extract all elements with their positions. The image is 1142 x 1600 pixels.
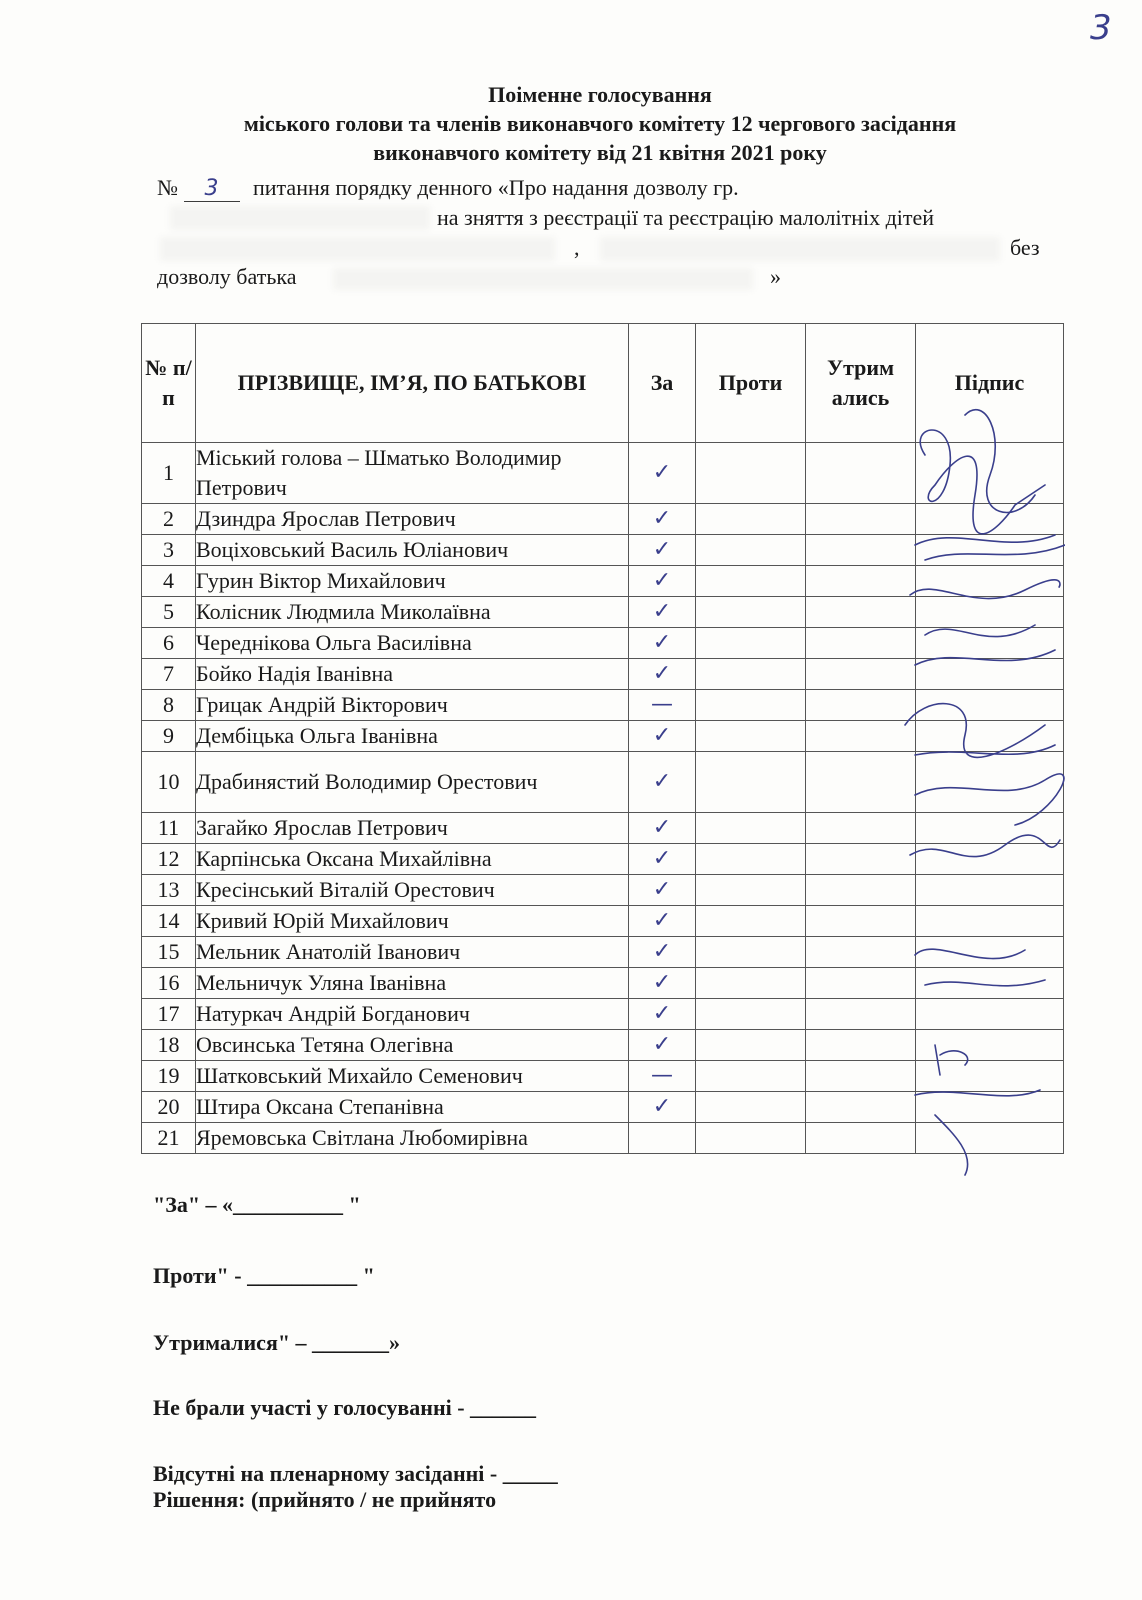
- table-row: [142, 937, 1064, 968]
- vote-against-cell: [696, 813, 806, 844]
- agenda-item-line-4-end: »: [770, 264, 781, 289]
- vote-against-cell: [696, 721, 806, 752]
- signature-cell: [916, 1030, 1064, 1061]
- signature-cell: [916, 875, 1064, 906]
- vote-against-cell: [696, 597, 806, 628]
- row-number: 13: [142, 875, 196, 906]
- item-number-label: №: [157, 175, 178, 200]
- header-number: № п/ п: [142, 324, 196, 443]
- member-name: Бойко Надія Іванівна: [196, 659, 629, 690]
- signature-cell: [916, 1061, 1064, 1092]
- signature-cell: [916, 721, 1064, 752]
- title-line-3: виконавчого комітету від 21 квітня 2021 року: [373, 140, 827, 165]
- vote-for-mark: ✓: [629, 999, 696, 1030]
- vote-for-mark: ✓: [629, 813, 696, 844]
- vote-abstained-cell: [806, 1030, 916, 1061]
- member-name: Воціховський Василь Юліанович: [196, 535, 629, 566]
- summary-not-voting: Не брали участі у голосуванні - ______: [153, 1395, 537, 1420]
- vote-against-cell: [696, 875, 806, 906]
- row-number: 9: [142, 721, 196, 752]
- row-number: 11: [142, 813, 196, 844]
- member-name: Гурин Віктор Михайлович: [196, 566, 629, 597]
- vote-against-cell: [696, 906, 806, 937]
- member-name: Череднікова Ольга Василівна: [196, 628, 629, 659]
- row-number: 10: [142, 752, 196, 813]
- item-text-4: дозволу батька: [157, 264, 297, 289]
- vote-abstained-cell: [806, 690, 916, 721]
- table-row: [142, 628, 1064, 659]
- table-row: [142, 535, 1064, 566]
- vote-for-mark: ✓: [629, 1030, 696, 1061]
- table-row: [142, 1030, 1064, 1061]
- signature-cell: [916, 659, 1064, 690]
- agenda-item-line-3-end: без: [1010, 235, 1040, 260]
- vote-abstained-cell: [806, 875, 916, 906]
- vote-for-mark: ✓: [629, 659, 696, 690]
- row-number: 5: [142, 597, 196, 628]
- vote-for-mark: ✓: [629, 566, 696, 597]
- row-number: 7: [142, 659, 196, 690]
- table-row: [142, 566, 1064, 597]
- vote-against-cell: [696, 1092, 806, 1123]
- row-number: 15: [142, 937, 196, 968]
- row-number: 2: [142, 504, 196, 535]
- title-line-1: Поіменне голосування: [488, 82, 712, 107]
- vote-against-cell: [696, 566, 806, 597]
- row-number: 6: [142, 628, 196, 659]
- summary-for: "За" – «__________ ": [153, 1192, 361, 1217]
- vote-for-mark: ✓: [629, 443, 696, 504]
- vote-against-cell: [696, 999, 806, 1030]
- vote-for-mark: ✓: [629, 628, 696, 659]
- row-number: 1: [142, 443, 196, 504]
- vote-against-cell: [696, 1030, 806, 1061]
- vote-abstained-cell: [806, 504, 916, 535]
- member-name: Овсинська Тетяна Олегівна: [196, 1030, 629, 1061]
- vote-against-cell: [696, 659, 806, 690]
- vote-abstained-cell: [806, 937, 916, 968]
- table-row: [142, 721, 1064, 752]
- table-row: [142, 844, 1064, 875]
- row-number: 17: [142, 999, 196, 1030]
- vote-for-mark: ✓: [629, 875, 696, 906]
- redacted-block: [160, 237, 555, 261]
- signature-cell: [916, 968, 1064, 999]
- redacted-block: [170, 206, 430, 230]
- member-name: Кривий Юрій Михайлович: [196, 906, 629, 937]
- member-name: Шатковський Михайло Семенович: [196, 1061, 629, 1092]
- table-header-row: [142, 324, 1064, 443]
- row-number: 21: [142, 1123, 196, 1154]
- vote-against-cell: [696, 752, 806, 813]
- vote-abstained-cell: [806, 968, 916, 999]
- page-number: 3: [1090, 8, 1112, 48]
- document-title: [150, 80, 1050, 167]
- redacted-block: [600, 237, 1000, 261]
- vote-for-mark: ✓: [629, 535, 696, 566]
- row-number: 20: [142, 1092, 196, 1123]
- vote-against-cell: [696, 844, 806, 875]
- row-number: 16: [142, 968, 196, 999]
- vote-abstained-cell: [806, 659, 916, 690]
- table-row: [142, 813, 1064, 844]
- agenda-item-comma: ,: [574, 235, 580, 260]
- row-number: 19: [142, 1061, 196, 1092]
- table-row: [142, 1092, 1064, 1123]
- table-row: [142, 906, 1064, 937]
- member-name: Яремовська Світлана Любомирівна: [196, 1123, 629, 1154]
- vote-for-mark: ✓: [629, 504, 696, 535]
- table-row: [142, 999, 1064, 1030]
- member-name: Мельничук Уляна Іванівна: [196, 968, 629, 999]
- redacted-block: [333, 268, 753, 290]
- vote-against-cell: [696, 690, 806, 721]
- header-abstained: Утрим ались: [806, 324, 916, 443]
- vote-for-mark: ✓: [629, 906, 696, 937]
- vote-for-mark: ✓: [629, 937, 696, 968]
- table-row: [142, 968, 1064, 999]
- member-name: Натуркач Андрій Богданович: [196, 999, 629, 1030]
- summary-abstained: Утрималися" – _______»: [153, 1330, 401, 1355]
- vote-abstained-cell: [806, 1092, 916, 1123]
- vote-against-cell: [696, 443, 806, 504]
- vote-abstained-cell: [806, 721, 916, 752]
- vote-against-cell: [696, 535, 806, 566]
- vote-against-cell: [696, 628, 806, 659]
- header-against: Проти: [696, 324, 806, 443]
- signature-cell: [916, 1123, 1064, 1154]
- table-row: [142, 504, 1064, 535]
- vote-abstained-cell: [806, 1123, 916, 1154]
- row-number: 14: [142, 906, 196, 937]
- header-for: За: [629, 324, 696, 443]
- member-name: Міський голова – Шматько Володимир Петрович: [196, 443, 629, 504]
- vote-abstained-cell: [806, 999, 916, 1030]
- vote-for-mark: ✓: [629, 597, 696, 628]
- signature-cell: [916, 752, 1064, 813]
- table-row: [142, 1061, 1064, 1092]
- member-name: Карпінська Оксана Михайлівна: [196, 844, 629, 875]
- signature-cell: [916, 937, 1064, 968]
- member-name: Драбинястий Володимир Орестович: [196, 752, 629, 813]
- agenda-item-line-1: [157, 173, 1057, 203]
- signature-cell: [916, 999, 1064, 1030]
- header-signature: Підпис: [916, 324, 1064, 443]
- vote-for-mark: —: [629, 690, 696, 721]
- row-number: 3: [142, 535, 196, 566]
- member-name: Колісник Людмила Миколаївна: [196, 597, 629, 628]
- signature-cell: [916, 906, 1064, 937]
- vote-against-cell: [696, 1123, 806, 1154]
- vote-abstained-cell: [806, 443, 916, 504]
- vote-abstained-cell: [806, 628, 916, 659]
- signature-cell: [916, 844, 1064, 875]
- member-name: Штира Оксана Степанівна: [196, 1092, 629, 1123]
- row-number: 12: [142, 844, 196, 875]
- vote-abstained-cell: [806, 813, 916, 844]
- roll-call-table: [141, 323, 1064, 1154]
- vote-abstained-cell: [806, 906, 916, 937]
- signature-cell: [916, 443, 1064, 504]
- row-number: 8: [142, 690, 196, 721]
- item-number-value: 3: [184, 177, 240, 202]
- vote-against-cell: [696, 968, 806, 999]
- summary-absent: Відсутні на пленарному засіданні - _____: [153, 1461, 558, 1486]
- vote-against-cell: [696, 504, 806, 535]
- signature-cell: [916, 535, 1064, 566]
- vote-for-mark: ✓: [629, 968, 696, 999]
- item-text-1: питання порядку денного «Про надання дозволу гр.: [253, 175, 739, 200]
- member-name: Дембіцька Ольга Іванівна: [196, 721, 629, 752]
- title-line-2: міського голови та членів виконавчого комітету 12 чергового засідання: [243, 111, 957, 136]
- table-row: [142, 752, 1064, 813]
- row-number: 4: [142, 566, 196, 597]
- vote-abstained-cell: [806, 844, 916, 875]
- vote-for-mark: ✓: [629, 721, 696, 752]
- member-name: Мельник Анатолій Іванович: [196, 937, 629, 968]
- signature-cell: [916, 504, 1064, 535]
- vote-for-mark: —: [629, 1061, 696, 1092]
- table-row: [142, 1123, 1064, 1154]
- signature-cell: [916, 690, 1064, 721]
- vote-against-cell: [696, 1061, 806, 1092]
- signature-cell: [916, 566, 1064, 597]
- vote-abstained-cell: [806, 535, 916, 566]
- agenda-item-line-2: на зняття з реєстрації та реєстрацію малолітніх дітей: [437, 205, 935, 230]
- table-row: [142, 443, 1064, 504]
- vote-for-mark: ✓: [629, 752, 696, 813]
- table-row: [142, 659, 1064, 690]
- table-row: [142, 690, 1064, 721]
- member-name: Дзиндра Ярослав Петрович: [196, 504, 629, 535]
- vote-for-mark: ✓: [629, 844, 696, 875]
- table-row: [142, 597, 1064, 628]
- member-name: Кресінський Віталій Орестович: [196, 875, 629, 906]
- vote-against-cell: [696, 937, 806, 968]
- vote-abstained-cell: [806, 1061, 916, 1092]
- vote-abstained-cell: [806, 752, 916, 813]
- header-name: ПРІЗВИЩЕ, ІМ’Я, ПО БАТЬКОВІ: [196, 324, 629, 443]
- decision-line: Рішення: (прийнято / не прийнято: [153, 1487, 497, 1512]
- vote-for-mark: ✓: [629, 1092, 696, 1123]
- signature-cell: [916, 597, 1064, 628]
- vote-abstained-cell: [806, 566, 916, 597]
- signature-cell: [916, 628, 1064, 659]
- member-name: Грицак Андрій Вікторович: [196, 690, 629, 721]
- table-row: [142, 875, 1064, 906]
- vote-for-mark: [629, 1123, 696, 1154]
- signature-cell: [916, 813, 1064, 844]
- vote-abstained-cell: [806, 597, 916, 628]
- row-number: 18: [142, 1030, 196, 1061]
- member-name: Загайко Ярослав Петрович: [196, 813, 629, 844]
- signature-cell: [916, 1092, 1064, 1123]
- summary-against: Проти" - __________ ": [153, 1263, 375, 1288]
